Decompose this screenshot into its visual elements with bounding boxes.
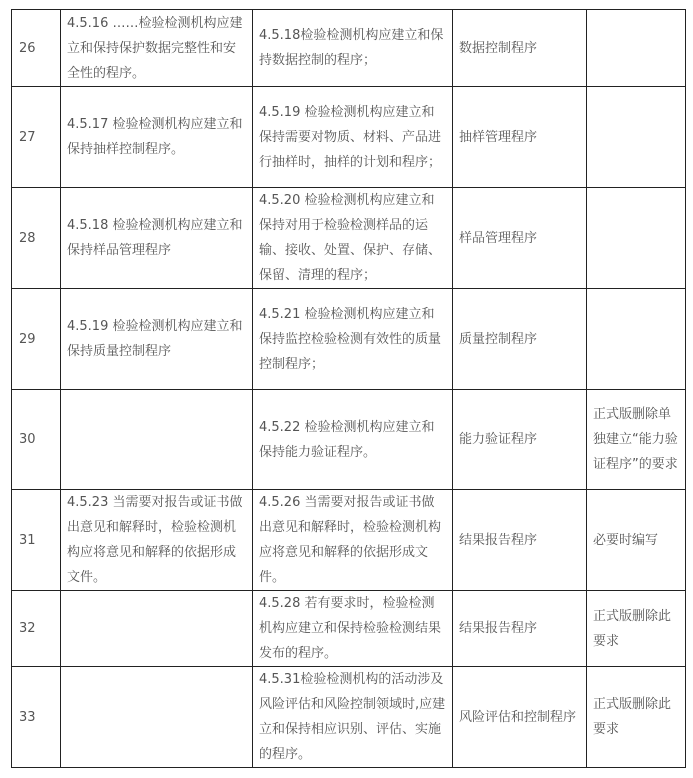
remark-cell: 正式版删除单独建立“能力验证程序”的要求: [587, 390, 686, 490]
procedure-document-cell: 能力验证程序: [453, 390, 587, 490]
procedure-comparison-table: [11, 9, 686, 768]
new-clause-cell: 4.5.28 若有要求时，检验检测机构应建立和保持检验检测结果发布的程序。: [253, 591, 453, 667]
procedure-document-cell: 样品管理程序: [453, 188, 587, 289]
old-clause-cell: [61, 667, 253, 768]
old-clause-cell: 4.5.18 检验检测机构应建立和保持样品管理程序: [61, 188, 253, 289]
table-row: [12, 591, 686, 667]
new-clause-cell: 4.5.31检验检测机构的活动涉及风险评估和风险控制领域时,应建立和保持相应识别、评估、实施的程序。: [253, 667, 453, 768]
row-number-cell: 31: [12, 490, 61, 591]
table-row: [12, 667, 686, 768]
procedure-document-cell: 质量控制程序: [453, 289, 587, 390]
remark-cell: [587, 87, 686, 188]
row-number-cell: 27: [12, 87, 61, 188]
table-row: [12, 87, 686, 188]
row-number-cell: 30: [12, 390, 61, 490]
row-number-cell: 29: [12, 289, 61, 390]
old-clause-cell: [61, 390, 253, 490]
remark-cell: [587, 188, 686, 289]
remark-cell: 正式版删除此要求: [587, 591, 686, 667]
row-number-cell: 28: [12, 188, 61, 289]
new-clause-cell: 4.5.21 检验检测机构应建立和保持监控检验检测有效性的质量控制程序；: [253, 289, 453, 390]
procedure-document-cell: 结果报告程序: [453, 591, 587, 667]
remark-cell: [587, 289, 686, 390]
row-number-cell: 32: [12, 591, 61, 667]
new-clause-cell: 4.5.18检验检测机构应建立和保持数据控制的程序；: [253, 10, 453, 87]
remark-cell: 正式版删除此要求: [587, 667, 686, 768]
old-clause-cell: 4.5.17 检验检测机构应建立和保持抽样控制程序。: [61, 87, 253, 188]
remark-cell: [587, 10, 686, 87]
procedure-document-cell: 数据控制程序: [453, 10, 587, 87]
new-clause-cell: 4.5.19 检验检测机构应建立和保持需要对物质、材料、产品进行抽样时，抽样的计划和程序；: [253, 87, 453, 188]
new-clause-cell: 4.5.22 检验检测机构应建立和保持能力验证程序。: [253, 390, 453, 490]
row-number-cell: 33: [12, 667, 61, 768]
remark-cell: 必要时编写: [587, 490, 686, 591]
procedure-document-cell: 结果报告程序: [453, 490, 587, 591]
old-clause-cell: 4.5.23 当需要对报告或证书做出意见和解释时，检验检测机构应将意见和解释的依据形成文件。: [61, 490, 253, 591]
table-row: [12, 10, 686, 87]
new-clause-cell: 4.5.26 当需要对报告或证书做出意见和解释时，检验检测机构应将意见和解释的依据形成文件。: [253, 490, 453, 591]
table-row: [12, 188, 686, 289]
table-row: [12, 289, 686, 390]
new-clause-cell: 4.5.20 检验检测机构应建立和保持对用于检验检测样品的运输、接收、处置、保护、存储、保留、清理的程序；: [253, 188, 453, 289]
table-row: [12, 390, 686, 490]
old-clause-cell: 4.5.16 ……检验检测机构应建立和保持保护数据完整性和安全性的程序。: [61, 10, 253, 87]
old-clause-cell: 4.5.19 检验检测机构应建立和保持质量控制程序: [61, 289, 253, 390]
row-number-cell: 26: [12, 10, 61, 87]
table-row: [12, 490, 686, 591]
procedure-document-cell: 抽样管理程序: [453, 87, 587, 188]
old-clause-cell: [61, 591, 253, 667]
procedure-document-cell: 风险评估和控制程序: [453, 667, 587, 768]
